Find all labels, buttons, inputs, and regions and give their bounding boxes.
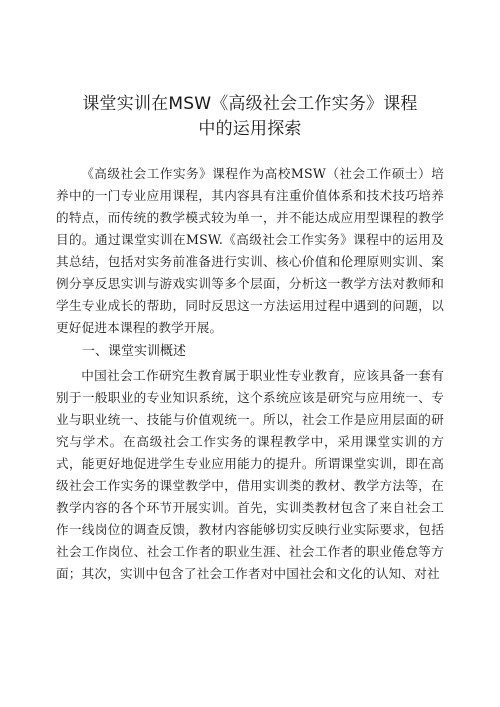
- title-line-1: 课堂实训在MSW《高级社会工作实务》课程: [82, 94, 418, 114]
- intro-paragraph: 《高级社会工作实务》课程作为高校MSW（社会工作硕士）培养中的一门专业应用课程，其内容具有注重价值体系和技术技巧培养的特点，而传统的教学模式较为单一，并不能达成应用型课程的教学目的。通过课堂实训在MSW.《高级社会工作实务》课程中的运用及其总结，包括对实务前准备进行实训、核心价值和伦理原则实训、案例分享反思实训与游戏实训等多个层面，分析这一教学方法对教师和学生专业成长的帮助，同时反思这一方法运用过程中遇到的问题，以更好促进本课程的教学开展。: [56, 166, 444, 335]
- section-1-paragraph: 中国社会工作研究生教育属于职业性专业教育，应该具备一套有别于一般职业的专业知识系统，这个系统应该是研究与应用统一、专业与职业统一、技能与价值观统一。所以，社会工作是应用层面的研究与学术。在高级社会工作实务的课程教学中，采用课堂实训的方式，能更好地促进学生专业应用能力的提升。所谓课堂实训，即在高级社会工作实务的课堂教学中，借用实训类的教材、教学方法等，在教学内容的各个环节开展实训。首先，实训类教材包含了来自社会工作一线岗位的调查反馈，教材内容能够切实反映行业实际要求，包括社会工作岗位、社会工作者的职业生涯、社会工作者的职业倦怠等方面；其次，实训中包含了社会工作者对中国社会和文化的认知、对社: [56, 368, 444, 581]
- title-line-2: 中的运用探索: [198, 119, 302, 139]
- section-1-heading: 一、课堂实训概述: [82, 344, 187, 359]
- document-title: [56, 92, 444, 142]
